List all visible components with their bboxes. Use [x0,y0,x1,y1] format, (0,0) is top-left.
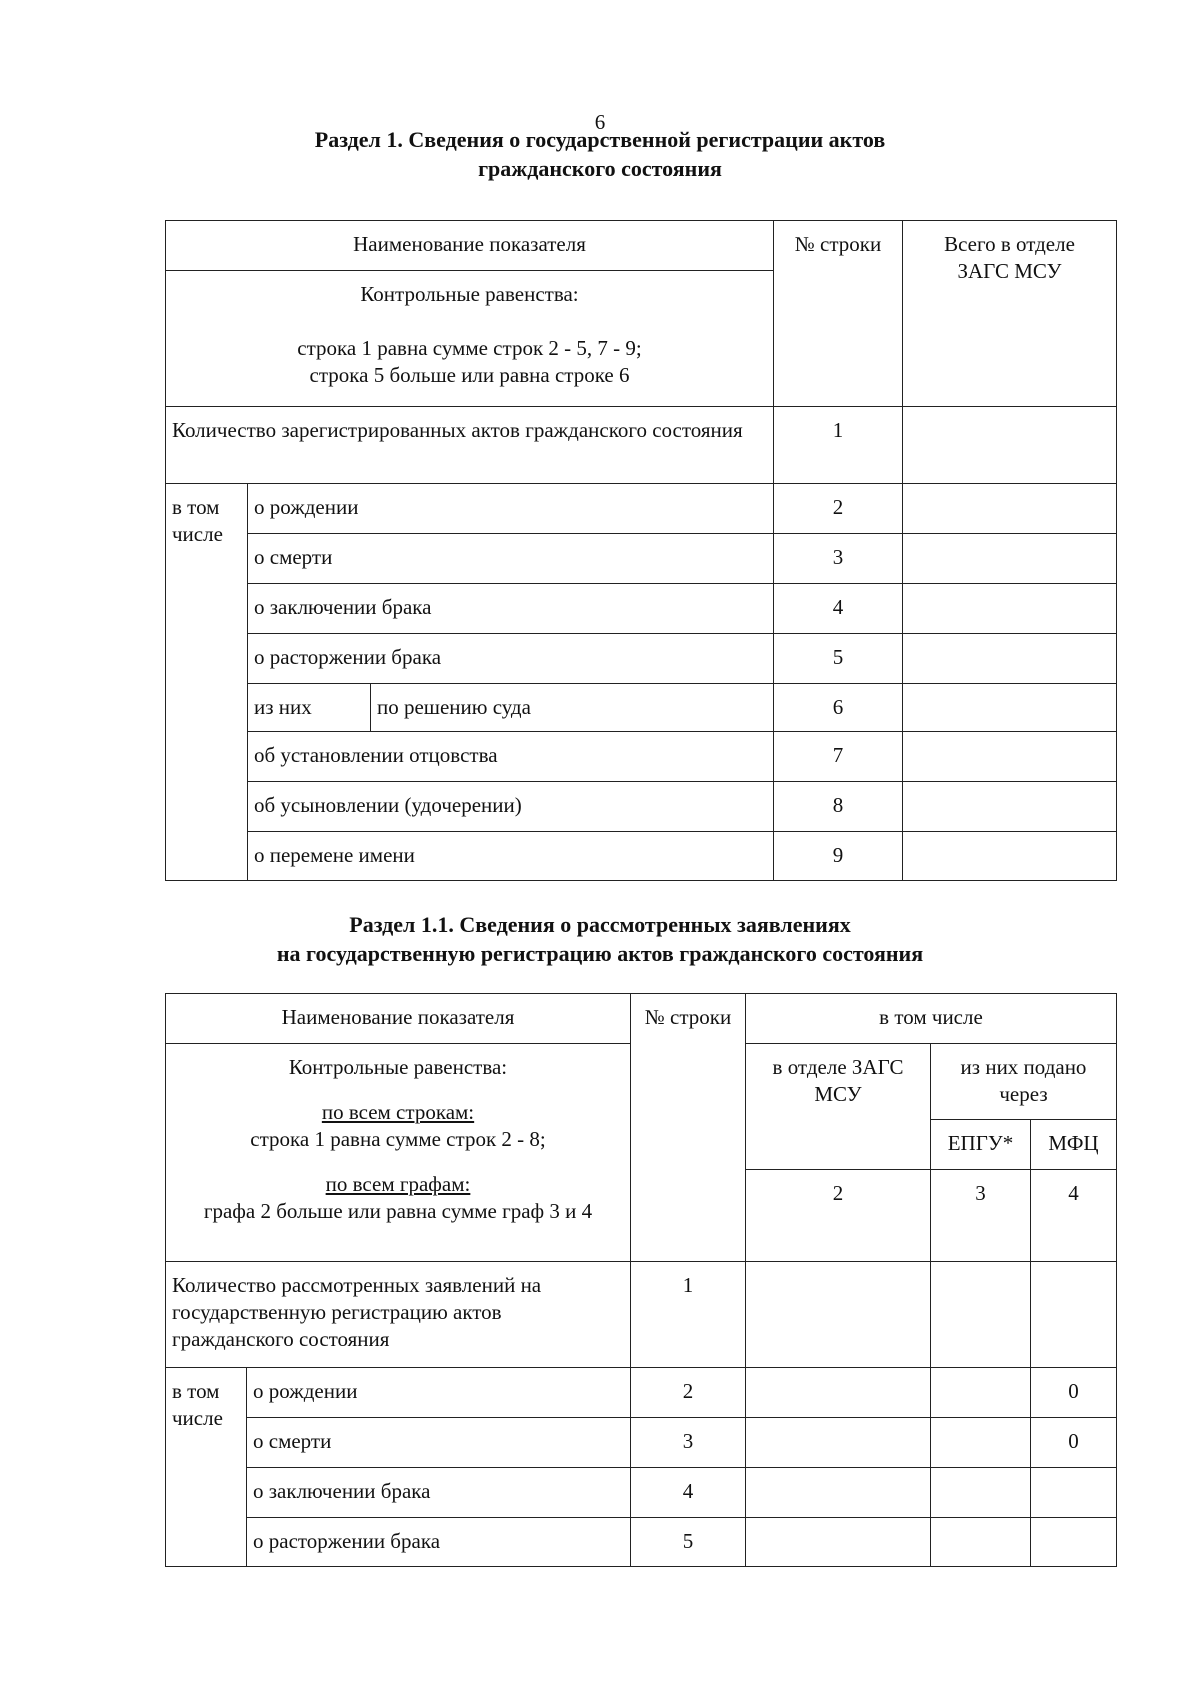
s1-row3-value[interactable] [902,533,1117,584]
s1-row2-value[interactable] [902,483,1117,534]
s11-col4-num: 4 [1030,1169,1117,1262]
s1-row8-label: об усыновлении (удочерении) [247,781,774,832]
s1-row5-no: 5 [773,633,903,684]
s11-control-label: Контрольные равенства: [288,1055,508,1079]
s1-header-indicator: Наименование показателя [165,220,774,271]
s1-row3-no: 3 [773,533,903,584]
s11-incl-label: в том числе [165,1367,247,1567]
s11-row3-label: о смерти [246,1417,631,1468]
s1-row2-label: о рождении [247,483,774,534]
s1-row7-value[interactable] [902,731,1117,782]
s11-header-epgu: ЕПГУ* [930,1119,1031,1170]
s11-row4-label: о заключении брака [246,1467,631,1518]
s1-row5-label: о расторжении брака [247,633,774,684]
page-number: 6 [594,110,606,134]
s11-header-incl: в том числе [745,993,1117,1044]
s1-row9-label: о перемене имени [247,831,774,881]
section11-title [0,910,1200,968]
s11-row3-epgu[interactable] [930,1417,1031,1468]
s11-row4-mfc[interactable] [1030,1467,1117,1518]
s11-row5-label: о расторжении брака [246,1517,631,1567]
s1-header-line-no: № строки [773,220,903,407]
s1-header-total: Всего в отделе ЗАГС МСУ [902,220,1117,407]
s1-row9-value[interactable] [902,831,1117,881]
s11-row1-epgu[interactable] [930,1261,1031,1368]
s11-row2-label: о рождении [246,1367,631,1418]
s1-row4-value[interactable] [902,583,1117,634]
section1-title-line2: гражданского состояния [478,156,722,181]
s1-row5-value[interactable] [902,633,1117,684]
s11-row1-mfc[interactable] [1030,1261,1117,1368]
s11-row3-zags[interactable] [745,1417,931,1468]
section1-title [0,125,1200,183]
s1-row8-value[interactable] [902,781,1117,832]
s11-row5-mfc[interactable] [1030,1517,1117,1567]
s11-row1-label: Количество рассмотренных заявлений на государственную регистрацию актов гражданского состояния [165,1261,631,1368]
s11-control-rows-label: по всем строкам: [321,1100,475,1124]
s1-row1-no: 1 [773,406,903,484]
section11-title-line1: Раздел 1.1. Сведения о рассмотренных заявлениях [349,912,851,937]
s11-header-indicator: Наименование показателя [165,993,631,1044]
s1-row6-value[interactable] [902,683,1117,732]
s1-incl-label: в том числе [165,483,248,881]
s11-header-zags: в отделе ЗАГС МСУ [745,1043,931,1170]
s11-control-equalities [165,1043,631,1262]
s11-row2-zags[interactable] [745,1367,931,1418]
s11-row2-no: 2 [630,1367,746,1418]
s1-row7-no: 7 [773,731,903,782]
s1-row4-label: о заключении брака [247,583,774,634]
s11-control-cols-text: графа 2 больше или равна сумме граф 3 и 4 [203,1199,593,1223]
s1-of-them-label: из них [247,683,371,732]
s1-row1-label: Количество зарегистрированных актов гражданского состояния [165,406,774,484]
s11-row5-no: 5 [630,1517,746,1567]
s11-row4-zags[interactable] [745,1467,931,1518]
s11-col2-num: 2 [745,1169,931,1262]
section1-title-line1: Раздел 1. Сведения о государственной регистрации актов [314,127,886,152]
s11-row1-no: 1 [630,1261,746,1368]
s1-row1-value[interactable] [902,406,1117,484]
s1-row4-no: 4 [773,583,903,634]
s11-row3-mfc[interactable]: 0 [1030,1417,1117,1468]
s1-control-line2: строка 5 больше или равна строке 6 [309,363,630,387]
s11-row1-zags[interactable] [745,1261,931,1368]
s11-header-line-no: № строки [630,993,746,1262]
s11-row5-epgu[interactable] [930,1517,1031,1567]
s1-row7-label: об установлении отцовства [247,731,774,782]
s11-header-mfc: МФЦ [1030,1119,1117,1170]
s11-header-via: из них подано через [930,1043,1117,1120]
s11-row4-epgu[interactable] [930,1467,1031,1518]
s11-row2-mfc[interactable]: 0 [1030,1367,1117,1418]
s11-col3-num: 3 [930,1169,1031,1262]
s1-row3-label: о смерти [247,533,774,584]
s1-row6-label: по решению суда [370,683,774,732]
s1-row2-no: 2 [773,483,903,534]
s11-row3-no: 3 [630,1417,746,1468]
s1-control-label: Контрольные равенства: [360,282,579,306]
s11-row2-epgu[interactable] [930,1367,1031,1418]
s11-row4-no: 4 [630,1467,746,1518]
s11-control-rows-text: строка 1 равна сумме строк 2 - 8; [250,1127,546,1151]
s1-control-equalities [165,270,774,407]
s11-control-cols-label: по всем графам: [325,1172,471,1196]
s1-row9-no: 9 [773,831,903,881]
s1-control-line1: строка 1 равна сумме строк 2 - 5, 7 - 9; [297,336,642,360]
s1-row8-no: 8 [773,781,903,832]
section11-title-line2: на государственную регистрацию актов гражданского состояния [276,941,924,966]
s11-row5-zags[interactable] [745,1517,931,1567]
s1-row6-no: 6 [773,683,903,732]
